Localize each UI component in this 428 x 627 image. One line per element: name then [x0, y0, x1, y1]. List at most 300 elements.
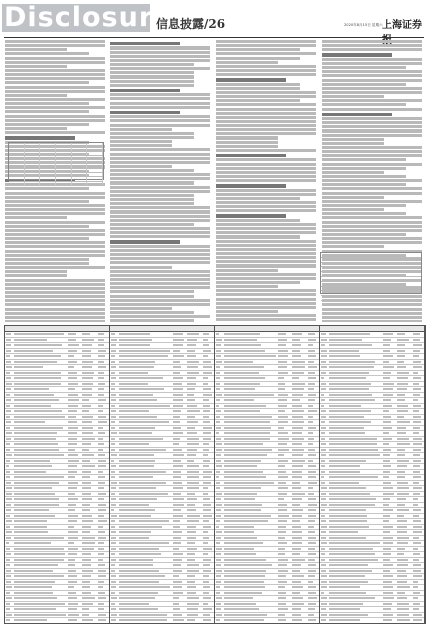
table-cell-text: [14, 586, 52, 588]
table-cell-text: [308, 394, 316, 396]
table-cell: [40, 152, 56, 155]
table-cell-text: [14, 493, 55, 495]
table-cell-text: [216, 548, 222, 550]
table-cell-text: [383, 438, 392, 440]
table-cell-text: [82, 548, 94, 550]
text-line: [216, 103, 316, 106]
table-cell-text: [224, 383, 260, 385]
table-cell-text: [6, 526, 10, 528]
table-cell-text: [111, 564, 115, 566]
table-cell-text: [397, 592, 405, 594]
table-cell-text: [413, 581, 418, 583]
table-cell-text: [383, 372, 391, 374]
text-line: [216, 149, 316, 152]
text-line: [110, 124, 210, 127]
table-cell-text: [292, 559, 305, 561]
table-cell-text: [216, 592, 220, 594]
table-cell-text: [321, 597, 327, 599]
table-cell-text: [397, 493, 409, 495]
table-cell-text: [397, 504, 405, 506]
table-cell-text: [119, 608, 158, 610]
table-cell-text: [98, 504, 106, 506]
table-cell-text: [82, 614, 89, 616]
table-cell-text: [224, 333, 260, 335]
table-cell-text: [82, 487, 91, 489]
table-cell-text: [216, 416, 220, 418]
table-cell-text: [119, 493, 168, 495]
text-line: [110, 215, 210, 218]
text-line: [216, 95, 316, 98]
table-cell-text: [224, 592, 262, 594]
table-cell: [87, 143, 103, 146]
table-cell-text: [216, 586, 220, 588]
table-cell-text: [14, 405, 51, 407]
table-cell-text: [413, 449, 421, 451]
text-line: [110, 257, 210, 260]
table-cell-text: [14, 564, 58, 566]
table-cell-text: [98, 427, 103, 429]
table-cell-text: [187, 372, 199, 374]
table-cell-text: [173, 482, 182, 484]
table-cell-text: [329, 515, 367, 517]
table-cell-text: [111, 410, 116, 412]
table-cell-text: [321, 614, 327, 616]
text-line: [322, 142, 384, 145]
text-line: [322, 241, 422, 244]
table-cell-text: [321, 372, 326, 374]
table-cell-text: [119, 614, 167, 616]
text-line: [322, 134, 422, 137]
table-cell-text: [98, 471, 103, 473]
table-cell-text: [321, 537, 326, 539]
table-cell-text: [14, 548, 64, 550]
table-cell: [72, 143, 88, 146]
table-cell-text: [278, 333, 286, 335]
table-cell-text: [292, 449, 304, 451]
table-cell-text: [187, 333, 199, 335]
table-cell-text: [111, 586, 116, 588]
table-cell-text: [216, 559, 221, 561]
table-cell-text: [216, 383, 220, 385]
table-cell-text: [111, 553, 115, 555]
table-cell-text: [278, 548, 285, 550]
table-cell-text: [278, 614, 285, 616]
table-cell-text: [119, 361, 155, 363]
table-cell-text: [413, 493, 420, 495]
table-cell-text: [203, 586, 210, 588]
table-cell-text: [216, 509, 221, 511]
table-cell-text: [308, 608, 315, 610]
table-cell-text: [329, 377, 366, 379]
table-cell-text: [278, 603, 286, 605]
table-cell-text: [173, 427, 181, 429]
table-cell-text: [413, 443, 422, 445]
text-line: [216, 108, 316, 111]
text-line: [216, 231, 316, 234]
table-cell-text: [82, 416, 93, 418]
table-cell-text: [14, 482, 59, 484]
text-line: [110, 245, 210, 248]
table-cell-text: [413, 388, 421, 390]
table-cell-text: [203, 410, 210, 412]
table-cell-text: [203, 575, 209, 577]
table-cell-text: [6, 553, 11, 555]
table-cell-text: [224, 454, 267, 456]
text-line: [110, 144, 172, 147]
text-line: [110, 274, 210, 277]
table-cell-text: [397, 427, 406, 429]
text-line: [5, 250, 105, 253]
table-cell-text: [224, 471, 263, 473]
table-cell-text: [82, 438, 95, 440]
text-line: [110, 299, 210, 302]
table-cell-text: [292, 372, 304, 374]
table-cell-text: [14, 619, 47, 621]
text-line: [110, 148, 210, 151]
table-cell-text: [329, 520, 367, 522]
table-cell-text: [308, 443, 313, 445]
table-cell-text: [111, 372, 115, 374]
text-line: [5, 123, 89, 126]
table-cell: [56, 147, 72, 150]
table-cell-text: [308, 559, 315, 561]
table-cell-text: [292, 383, 305, 385]
table-cell: [25, 147, 41, 150]
table-cell-text: [173, 542, 181, 544]
table-cell-text: [292, 344, 301, 346]
text-line: [5, 127, 67, 130]
text-line: [110, 97, 210, 100]
table-cell-text: [14, 531, 48, 533]
text-line: [322, 204, 406, 207]
text-line: [322, 117, 422, 120]
table-cell-text: [413, 460, 421, 462]
table-column-group: [110, 326, 215, 623]
table-cell-text: [82, 575, 91, 577]
text-line: [322, 113, 392, 116]
table-cell-text: [216, 482, 220, 484]
table-cell-text: [329, 537, 366, 539]
table-cell-text: [329, 410, 371, 412]
table-cell-text: [329, 559, 378, 561]
text-line: [322, 62, 422, 65]
table-cell-text: [6, 476, 10, 478]
table-cell-text: [98, 592, 105, 594]
table-cell-text: [413, 438, 422, 440]
text-line: [322, 53, 392, 56]
table-cell-text: [68, 526, 74, 528]
text-line: [5, 241, 105, 244]
table-cell-text: [111, 504, 116, 506]
table-cell: [25, 152, 41, 155]
text-line: [110, 181, 194, 184]
table-cell-text: [224, 504, 262, 506]
table-cell-text: [292, 405, 302, 407]
table-cell-text: [329, 504, 375, 506]
table-cell-text: [68, 344, 79, 346]
table-cell-text: [383, 476, 389, 478]
table-cell-text: [383, 344, 390, 346]
table-cell-text: [82, 553, 91, 555]
table-cell-text: [203, 416, 209, 418]
table-cell-text: [292, 586, 303, 588]
table-cell-text: [119, 537, 149, 539]
table-cell-text: [119, 394, 153, 396]
text-line: [216, 61, 278, 64]
text-line: [110, 153, 210, 156]
table-cell-text: [68, 410, 77, 412]
text-line: [216, 269, 278, 272]
text-line: [216, 69, 316, 72]
table-cell-text: [278, 454, 284, 456]
table-cell-text: [383, 586, 393, 588]
table-cell-text: [278, 405, 287, 407]
table-cell-text: [111, 432, 117, 434]
table-cell-text: [413, 421, 421, 423]
table-cell-text: [413, 476, 421, 478]
table-cell-text: [68, 520, 77, 522]
table-cell-text: [216, 537, 221, 539]
table-cell-text: [98, 553, 104, 555]
text-line: [322, 308, 422, 311]
table-cell-text: [321, 581, 327, 583]
text-line: [5, 233, 105, 236]
table-cell-text: [224, 410, 260, 412]
text-line: [216, 193, 316, 196]
table-cell-text: [278, 377, 284, 379]
text-line: [322, 129, 422, 132]
table-cell-text: [98, 366, 106, 368]
table-row: [321, 296, 421, 301]
table-cell-text: [224, 564, 272, 566]
table-cell-text: [82, 443, 91, 445]
table-cell-text: [203, 405, 210, 407]
text-line: [110, 290, 194, 293]
table-cell-text: [413, 383, 419, 385]
table-cell-text: [119, 333, 150, 335]
text-line: [110, 219, 210, 222]
table-cell-text: [397, 460, 409, 462]
text-line: [5, 245, 105, 248]
table-cell-text: [203, 542, 208, 544]
table-cell-text: [111, 460, 114, 462]
table-cell-text: [397, 388, 407, 390]
table-cell-text: [14, 498, 59, 500]
table-cell-text: [187, 504, 195, 506]
table-cell-text: [397, 410, 408, 412]
table-cell-text: [98, 559, 103, 561]
table-cell-text: [383, 449, 391, 451]
table-cell-text: [216, 526, 219, 528]
table-cell-text: [383, 416, 391, 418]
table-cell-text: [413, 559, 419, 561]
table-cell: [40, 173, 56, 176]
table-cell-text: [203, 592, 209, 594]
text-line: [110, 42, 180, 45]
table-cell-text: [383, 388, 393, 390]
text-column-3: [216, 40, 316, 322]
table-cell-text: [6, 438, 11, 440]
table-cell-text: [111, 570, 115, 572]
table-cell: [9, 164, 25, 167]
table-cell-text: [6, 592, 10, 594]
table-cell-text: [292, 548, 301, 550]
table-cell-text: [187, 399, 195, 401]
table-cell-text: [329, 344, 372, 346]
text-line: [5, 270, 67, 273]
table-cell-text: [173, 339, 184, 341]
table-cell-text: [187, 405, 197, 407]
text-line: [5, 102, 89, 105]
table-cell-text: [397, 399, 405, 401]
table-cell-text: [292, 366, 305, 368]
table-cell-text: [216, 603, 221, 605]
text-line: [322, 95, 384, 98]
text-line: [5, 115, 105, 118]
table-cell-text: [216, 372, 220, 374]
text-line: [5, 312, 105, 315]
table-cell-text: [383, 592, 393, 594]
text-line: [5, 98, 105, 101]
table-cell-text: [321, 427, 326, 429]
table-cell-text: [397, 564, 408, 566]
table-cell: [56, 164, 72, 167]
table-cell-text: [82, 520, 93, 522]
table-cell-text: [119, 570, 159, 572]
table-cell-text: [329, 460, 366, 462]
table-cell-text: [203, 482, 211, 484]
text-line: [5, 283, 105, 286]
table-cell-text: [216, 333, 219, 335]
text-line: [110, 84, 194, 87]
text-line: [110, 303, 210, 306]
table-cell-text: [111, 592, 115, 594]
table-cell-text: [68, 493, 75, 495]
table-cell-text: [321, 410, 326, 412]
header-rule: [4, 37, 424, 38]
table-cell-text: [308, 416, 313, 418]
text-line: [5, 106, 105, 109]
table-cell-text: [68, 416, 76, 418]
table-cell-text: [292, 515, 302, 517]
table-cell-text: [278, 443, 287, 445]
text-line: [322, 320, 422, 322]
table-cell-text: [397, 570, 406, 572]
table-cell-text: [224, 597, 253, 599]
table-cell-text: [119, 504, 149, 506]
text-line: [216, 197, 300, 200]
table-cell-text: [203, 559, 211, 561]
text-line: [322, 245, 384, 248]
table-cell-text: [187, 394, 194, 396]
table-cell-text: [329, 509, 366, 511]
table-cell-text: [98, 399, 106, 401]
text-line: [110, 75, 194, 78]
text-line: [110, 63, 194, 66]
text-line: [5, 57, 105, 60]
table-cell-text: [6, 542, 9, 544]
table-cell-text: [397, 394, 405, 396]
table-cell-text: [173, 443, 179, 445]
table-cell-text: [224, 515, 271, 517]
table-cell-text: [383, 366, 394, 368]
table-cell-text: [216, 339, 222, 341]
table-cell: [40, 164, 56, 167]
table-cell-text: [397, 421, 410, 423]
table-cell-text: [383, 542, 393, 544]
table-cell-text: [321, 421, 325, 423]
table-cell: [56, 177, 72, 180]
table-cell-text: [216, 449, 222, 451]
text-line: [322, 183, 406, 186]
table-cell-text: [216, 377, 220, 379]
table-cell-text: [203, 476, 211, 478]
table-cell-text: [98, 597, 106, 599]
table-cell: [40, 177, 56, 180]
table-cell-text: [224, 388, 255, 390]
table-cell-text: [173, 432, 183, 434]
text-line: [5, 44, 105, 47]
table-cell-text: [383, 597, 394, 599]
table-cell-text: [292, 471, 302, 473]
text-line: [216, 256, 316, 259]
table-cell-text: [187, 592, 196, 594]
table-cell-text: [397, 597, 407, 599]
table-cell-text: [98, 564, 105, 566]
table-cell-text: [203, 438, 211, 440]
table-cell-text: [321, 564, 326, 566]
table-cell-text: [278, 537, 285, 539]
text-line: [216, 306, 316, 309]
table-cell-text: [82, 526, 91, 528]
table-cell-text: [278, 619, 286, 621]
table-cell-text: [321, 542, 327, 544]
table-cell-text: [383, 520, 389, 522]
table-cell-text: [119, 548, 159, 550]
table-cell-text: [413, 410, 419, 412]
table-cell-text: [173, 394, 183, 396]
table-cell-text: [224, 350, 265, 352]
table-cell-text: [111, 438, 115, 440]
table-cell-text: [383, 504, 389, 506]
table-cell-text: [321, 394, 324, 396]
table-cell-text: [98, 520, 107, 522]
table-cell: [56, 156, 72, 159]
table-cell-text: [82, 471, 91, 473]
table-cell-text: [321, 586, 327, 588]
table-cell-text: [413, 465, 420, 467]
table-cell-text: [397, 487, 409, 489]
table-cell-text: [321, 526, 327, 528]
table-cell-text: [397, 355, 405, 357]
table-cell: [72, 173, 88, 176]
text-line: [110, 115, 210, 118]
table-cell-text: [308, 449, 315, 451]
table-cell-text: [321, 449, 326, 451]
table-cell-text: [82, 603, 93, 605]
table-cell-text: [187, 482, 199, 484]
table-cell-text: [383, 515, 390, 517]
table-cell-text: [187, 597, 199, 599]
table-cell-text: [68, 531, 78, 533]
table-cell-text: [224, 493, 257, 495]
table-cell-text: [111, 614, 117, 616]
table-cell: [25, 160, 41, 163]
table-cell-text: [82, 410, 89, 412]
table-cell-text: [173, 465, 183, 467]
table-cell-text: [413, 498, 418, 500]
text-line: [322, 179, 422, 182]
